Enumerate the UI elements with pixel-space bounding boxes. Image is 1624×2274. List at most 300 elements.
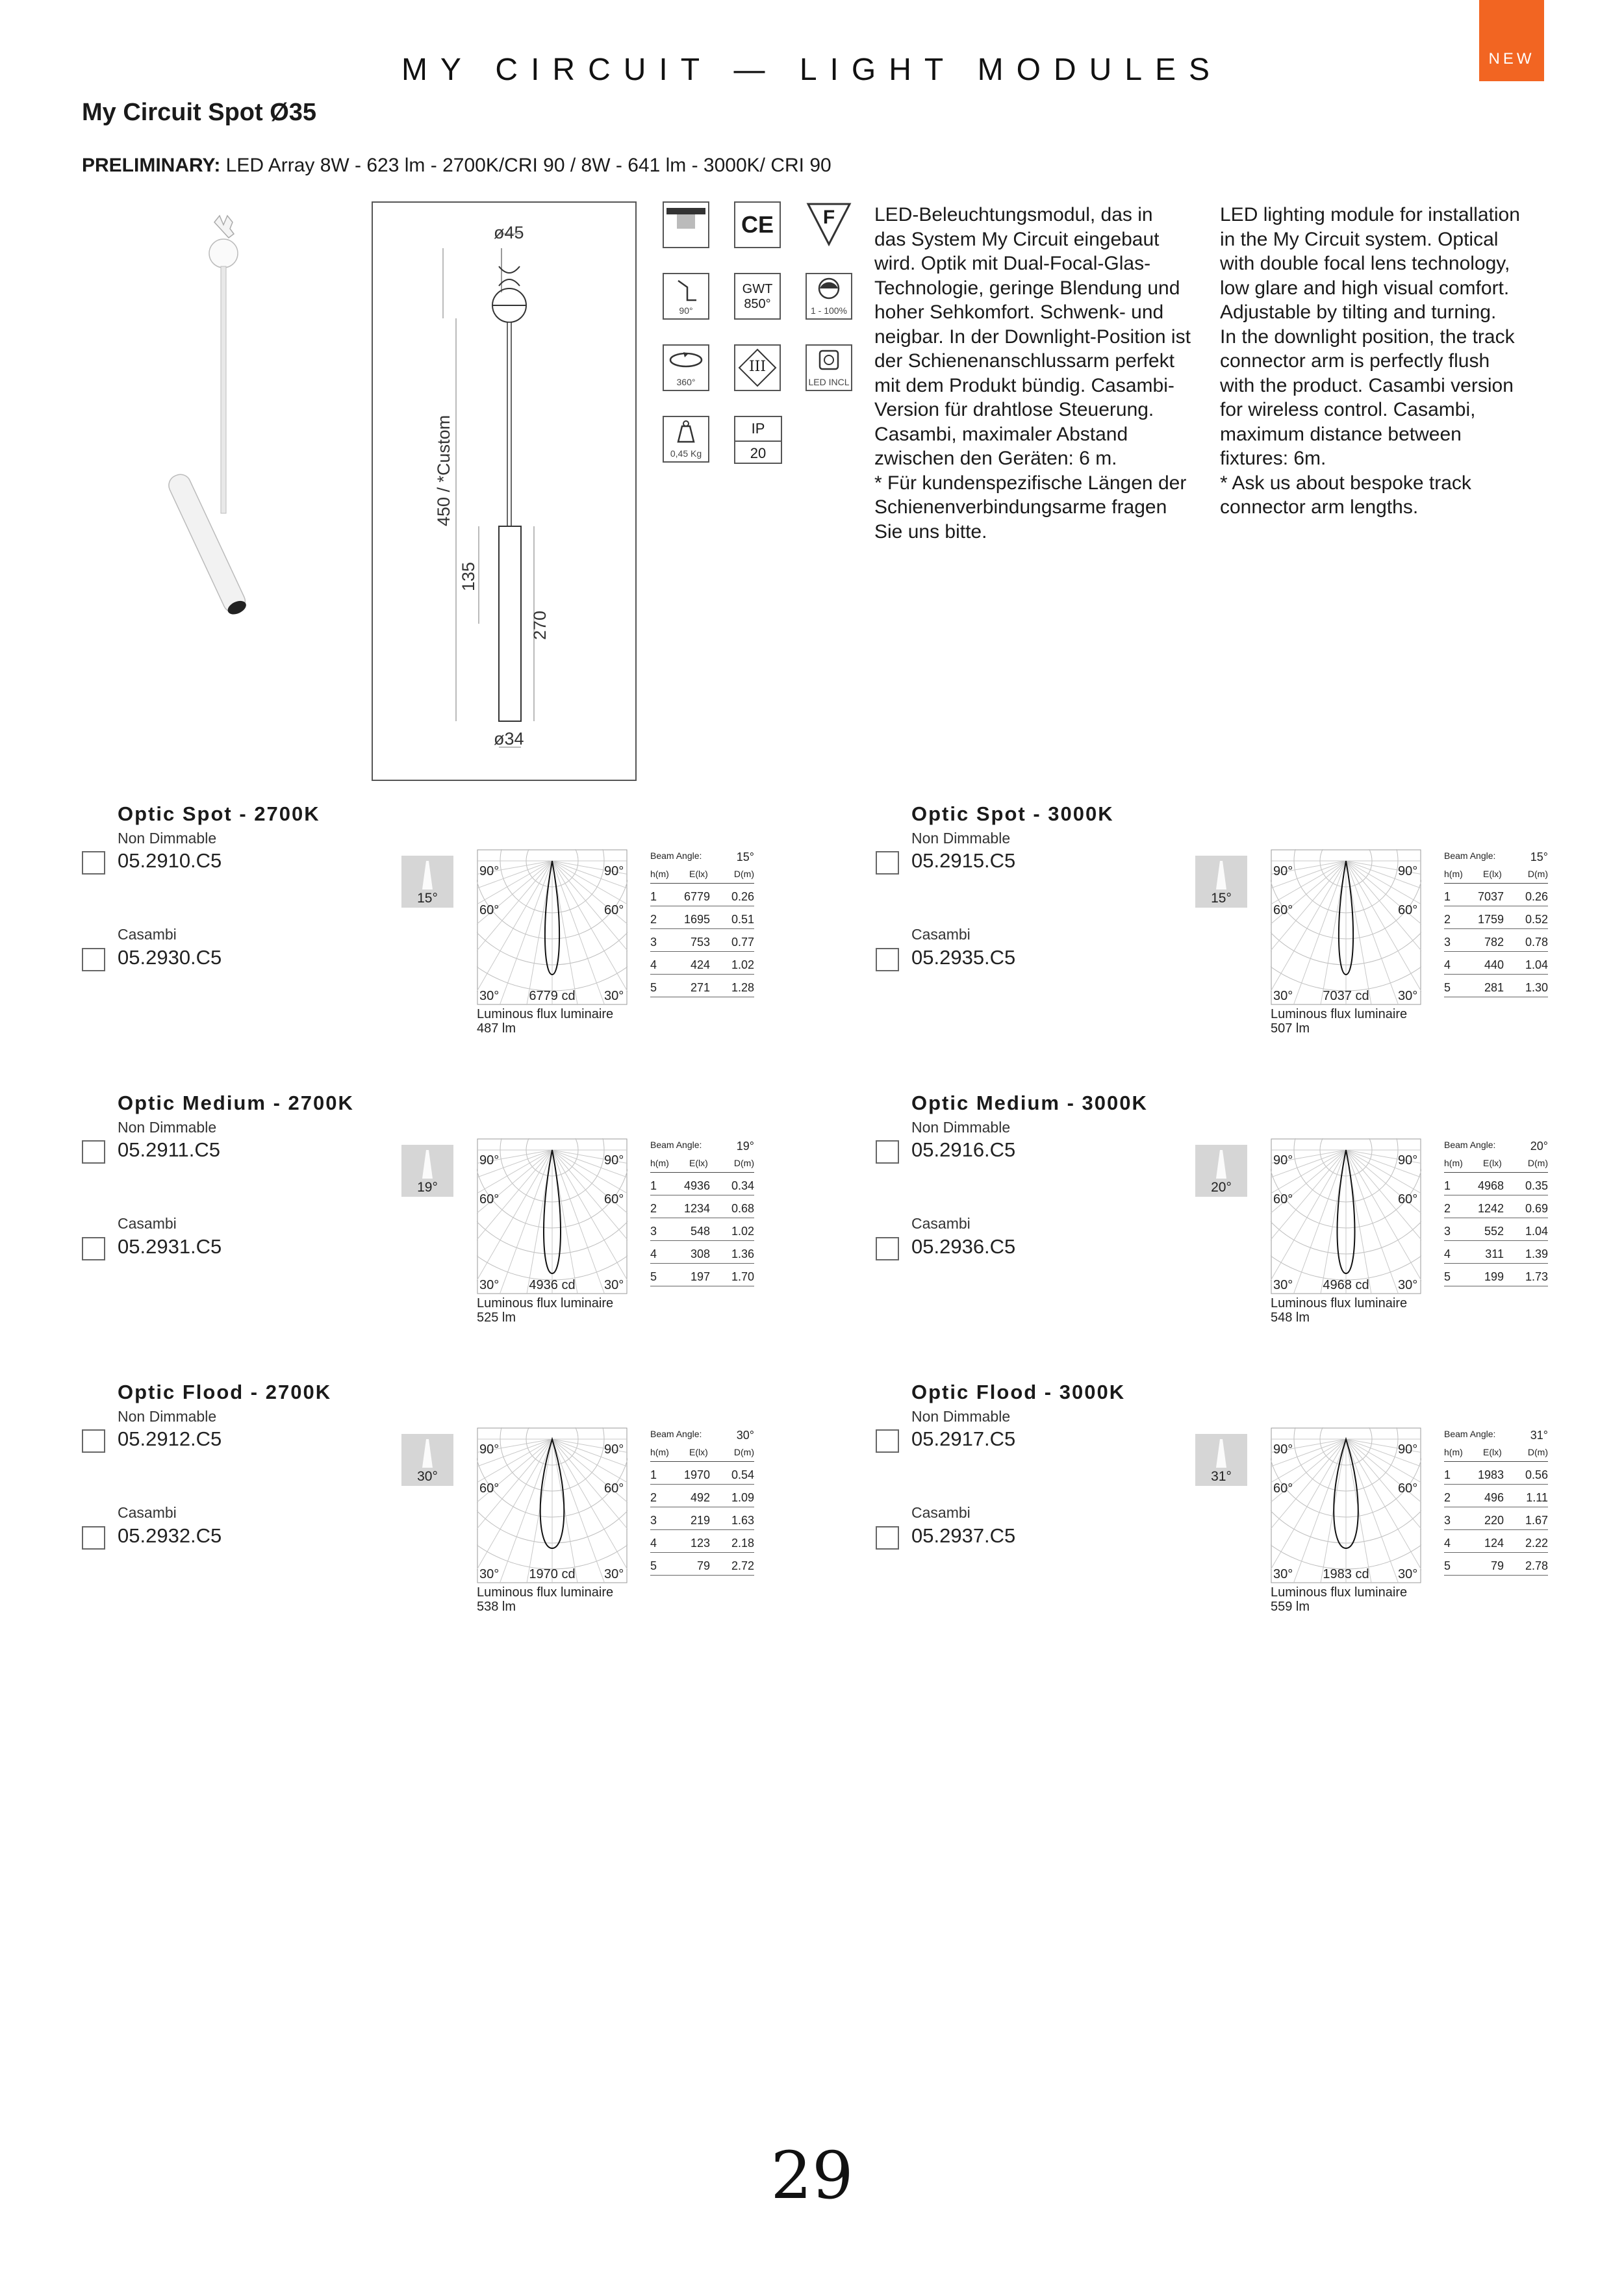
led-incl-icon: LED INCL [806, 344, 852, 391]
polar-30-right: 30° [604, 1278, 624, 1292]
col-height: h(m) [1444, 1447, 1463, 1457]
article-code-casambi: 05.2932.C5 [118, 1524, 222, 1547]
illuminance-table [1444, 1429, 1548, 1582]
candela-value: 6779 cd [529, 989, 576, 1003]
col-height: h(m) [650, 869, 669, 879]
flux-value: 538 lm [477, 1600, 516, 1614]
cell-diameter: 2.22 [1525, 1537, 1548, 1550]
flux-caption [477, 1296, 613, 1325]
cell-diameter: 0.77 [731, 936, 754, 949]
table-row [650, 1247, 754, 1270]
cell-height: 4 [650, 958, 657, 971]
candela-value: 7037 cd [1323, 989, 1369, 1003]
non-dimmable-label: Non Dimmable [911, 830, 1011, 847]
beam-angle-value: 30° [736, 1429, 754, 1442]
polar-30-right: 30° [1398, 989, 1418, 1003]
beam-angle-tile-label: 30° [417, 1469, 438, 1484]
cell-diameter: 1.30 [1525, 981, 1548, 994]
polar-60-right: 60° [604, 1192, 624, 1207]
page-title: MY CIRCUIT — LIGHT MODULES [401, 53, 1223, 87]
cell-diameter: 0.26 [1525, 890, 1548, 903]
cell-illuminance: 271 [690, 981, 710, 994]
cell-height: 5 [650, 1270, 657, 1283]
beam-angle-tile-label: 15° [417, 891, 438, 906]
table-row [650, 1468, 754, 1491]
cell-illuminance: 4936 [683, 1179, 710, 1192]
ip-value: 20 [750, 445, 767, 461]
col-illuminance: E(lx) [689, 1158, 708, 1168]
order-checkbox[interactable] [876, 851, 899, 875]
candela-value: 1983 cd [1323, 1567, 1369, 1581]
cell-diameter: 2.72 [731, 1559, 754, 1572]
table-row [650, 1514, 754, 1537]
description-german: LED-Beleuchtungsmodul, das in das System My Circuit eingebaut wird. Optik mit Dual-Focal-Glas- Technologie, geringe Blendung und hoher Sehkomfort. Schwenk- und neigbar. In der Downlight-Position ist der Schienenanschlussarm perfekt mit dem Produkt bündig. Casambi- Version für drahtlose Steuerung. Casambi, maximaler Abstand zwischen den Geräten: 6 m. * Für kundenspezifische Längen der Schienenverbindungsarme fragen Sie uns bitte. [874, 204, 1191, 543]
beam-angle-tile [401, 856, 453, 908]
order-checkbox[interactable] [876, 1140, 899, 1164]
cell-height: 3 [1444, 1225, 1451, 1238]
cell-diameter: 1.36 [731, 1247, 754, 1260]
flux-caption [1271, 1007, 1407, 1036]
polar-60-left: 60° [479, 903, 500, 917]
connector-head [209, 216, 238, 268]
polar-90-left: 90° [479, 1153, 500, 1168]
polar-60-right: 60° [604, 1481, 624, 1496]
article-code-casambi: 05.2937.C5 [911, 1524, 1016, 1547]
beam-angle-value: 20° [1530, 1140, 1548, 1153]
cell-height: 4 [650, 1537, 657, 1550]
polar-30-left: 30° [1273, 1567, 1293, 1581]
article-code-casambi: 05.2931.C5 [118, 1235, 222, 1258]
weight-icon: 0,45 Kg [663, 416, 709, 463]
cell-height: 1 [1444, 890, 1451, 903]
table-row [1444, 1468, 1548, 1491]
tilt-icon: 90° [663, 273, 709, 320]
col-diameter: D(m) [1527, 1447, 1548, 1457]
cell-illuminance: 1970 [683, 1468, 710, 1481]
polar-diagram [1271, 1427, 1421, 1583]
beam-angle-label: Beam Angle: [1444, 1429, 1496, 1439]
illuminance-table [650, 850, 754, 1004]
table-row [650, 1537, 754, 1559]
beam-cone-icon [401, 856, 453, 895]
casambi-label: Casambi [911, 926, 971, 943]
candela-value: 4936 cd [529, 1278, 576, 1292]
article-code-casambi: 05.2935.C5 [911, 946, 1016, 969]
table-row [1444, 981, 1548, 1004]
polar-diagram [1271, 849, 1421, 1005]
dim-270-label: 270 [530, 610, 550, 640]
preliminary-spec [82, 155, 831, 177]
cell-illuminance: 440 [1484, 958, 1504, 971]
cell-height: 5 [1444, 981, 1451, 994]
polar-90-left: 90° [1273, 1153, 1293, 1168]
order-checkbox[interactable] [82, 1429, 105, 1453]
col-height: h(m) [650, 1158, 669, 1168]
beam-angle-label: Beam Angle: [1444, 850, 1496, 861]
col-diameter: D(m) [1527, 869, 1548, 879]
col-height: h(m) [1444, 869, 1463, 879]
cell-height: 2 [1444, 1491, 1451, 1504]
polar-diagram [477, 1427, 628, 1583]
beam-angle-tile-label: 20° [1211, 1180, 1232, 1195]
flux-value: 507 lm [1271, 1021, 1310, 1036]
table-row [1444, 1247, 1548, 1270]
polar-90-left: 90° [479, 1442, 500, 1457]
candela-value: 1970 cd [529, 1567, 576, 1581]
cell-height: 5 [1444, 1559, 1451, 1572]
diameter-bottom-label: ø34 [494, 729, 524, 748]
table-row [650, 1270, 754, 1293]
cell-diameter: 0.26 [731, 890, 754, 903]
casambi-label: Casambi [118, 926, 177, 943]
polar-60-left: 60° [1273, 1481, 1293, 1496]
casambi-label: Casambi [911, 1215, 971, 1232]
order-checkbox-casambi[interactable] [876, 1526, 899, 1550]
cell-height: 4 [1444, 1247, 1451, 1260]
cell-diameter: 0.52 [1525, 913, 1548, 926]
optic-title: Optic Medium - 2700K [118, 1092, 354, 1114]
cell-illuminance: 124 [1484, 1537, 1504, 1550]
order-checkbox-casambi[interactable] [82, 1237, 105, 1260]
cell-diameter: 0.78 [1525, 936, 1548, 949]
polar-diagram [1271, 1138, 1421, 1294]
spot-body [166, 471, 249, 618]
order-checkbox-casambi[interactable] [876, 948, 899, 971]
polar-30-right: 30° [604, 989, 624, 1003]
optic-title: Optic Medium - 3000K [911, 1092, 1148, 1114]
polar-90-left: 90° [1273, 864, 1293, 878]
order-checkbox[interactable] [82, 851, 105, 875]
cell-height: 4 [650, 1247, 657, 1260]
casambi-label: Casambi [118, 1504, 177, 1521]
dim-135-label: 135 [459, 561, 478, 591]
cell-diameter: 2.78 [1525, 1559, 1548, 1572]
col-diameter: D(m) [733, 1447, 754, 1457]
beam-angle-value: 15° [1530, 850, 1548, 863]
cell-illuminance: 424 [690, 958, 710, 971]
optic-title: Optic Spot - 3000K [911, 802, 1114, 825]
polar-90-right: 90° [1398, 864, 1418, 878]
cell-height: 3 [650, 1225, 657, 1238]
beam-angle-tile [401, 1145, 453, 1197]
table-row [650, 981, 754, 1004]
cell-illuminance: 220 [1484, 1514, 1504, 1527]
table-row [1444, 1514, 1548, 1537]
col-illuminance: E(lx) [689, 869, 708, 879]
flux-caption [1271, 1296, 1407, 1325]
flux-label: Luminous flux luminaire [477, 1296, 614, 1310]
cell-diameter: 1.67 [1525, 1514, 1548, 1527]
col-diameter: D(m) [1527, 1158, 1548, 1168]
flux-label: Luminous flux luminaire [1271, 1585, 1408, 1600]
polar-90-right: 90° [604, 864, 624, 878]
dimmable-icon: 1 - 100% [806, 273, 852, 320]
article-code-casambi: 05.2930.C5 [118, 946, 222, 969]
beam-angle-tile [1195, 1145, 1247, 1197]
cell-illuminance: 492 [690, 1491, 710, 1504]
beam-angle-tile-label: 15° [1211, 891, 1232, 906]
table-row [650, 1179, 754, 1202]
new-badge-label: NEW [1488, 50, 1535, 68]
illuminance-table [1444, 1140, 1548, 1293]
beam-angle-label: Beam Angle: [650, 1140, 702, 1150]
col-illuminance: E(lx) [1483, 869, 1502, 879]
polar-60-left: 60° [1273, 903, 1293, 917]
cell-height: 2 [1444, 913, 1451, 926]
non-dimmable-label: Non Dimmable [911, 1119, 1011, 1136]
table-row [650, 913, 754, 936]
connector-arm [221, 266, 226, 513]
illuminance-table [650, 1140, 754, 1293]
col-illuminance: E(lx) [689, 1447, 708, 1457]
polar-90-left: 90° [479, 864, 500, 878]
article-code: 05.2915.C5 [911, 849, 1016, 872]
article-code: 05.2917.C5 [911, 1427, 1016, 1450]
cell-height: 5 [650, 1559, 657, 1572]
beam-angle-tile [1195, 1434, 1247, 1486]
candela-value: 4968 cd [1323, 1278, 1369, 1292]
polar-90-right: 90° [1398, 1442, 1418, 1457]
table-row [650, 958, 754, 981]
beam-angle-tile [1195, 856, 1247, 908]
length-label: 450 / *Custom [434, 415, 453, 526]
polar-30-right: 30° [1398, 1278, 1418, 1292]
cell-diameter: 1.28 [731, 981, 754, 994]
cell-illuminance: 1242 [1477, 1202, 1504, 1215]
cell-height: 4 [1444, 1537, 1451, 1550]
cell-illuminance: 197 [690, 1270, 710, 1283]
col-diameter: D(m) [733, 1158, 754, 1168]
col-height: h(m) [1444, 1158, 1463, 1168]
ip-rating-box [734, 416, 782, 464]
table-row [1444, 1225, 1548, 1247]
table-row [650, 1202, 754, 1225]
polar-diagram [477, 1138, 628, 1294]
diameter-top-label: ø45 [494, 223, 524, 242]
cell-diameter: 0.54 [731, 1468, 754, 1481]
table-row [650, 936, 754, 958]
cell-height: 5 [650, 981, 657, 994]
cell-diameter: 1.09 [731, 1491, 754, 1504]
table-row [1444, 1202, 1548, 1225]
table-row [1444, 913, 1548, 936]
table-row [1444, 1179, 1548, 1202]
polar-60-left: 60° [1273, 1192, 1293, 1207]
col-diameter: D(m) [733, 869, 754, 879]
order-checkbox-casambi[interactable] [82, 1526, 105, 1550]
article-code-casambi: 05.2936.C5 [911, 1235, 1016, 1258]
beam-angle-tile-label: 19° [417, 1180, 438, 1195]
polar-30-left: 30° [479, 1567, 500, 1581]
cell-diameter: 1.04 [1525, 958, 1548, 971]
cell-illuminance: 311 [1485, 1247, 1504, 1260]
polar-30-left: 30° [479, 1278, 500, 1292]
table-row [1444, 1270, 1548, 1293]
product-illustration [149, 208, 292, 624]
cell-illuminance: 1695 [683, 913, 710, 926]
cell-diameter: 1.63 [731, 1514, 754, 1527]
cell-height: 3 [650, 1514, 657, 1527]
cell-illuminance: 199 [1484, 1270, 1504, 1283]
polar-30-left: 30° [479, 989, 500, 1003]
f-mark-icon: F [806, 201, 852, 248]
beam-cone-icon [401, 1434, 453, 1473]
polar-90-right: 90° [604, 1153, 624, 1168]
order-checkbox[interactable] [82, 1140, 105, 1164]
cell-illuminance: 123 [690, 1537, 710, 1550]
casambi-label: Casambi [118, 1215, 177, 1232]
cell-diameter: 1.70 [731, 1270, 754, 1283]
polar-30-left: 30° [1273, 989, 1293, 1003]
polar-60-right: 60° [604, 903, 624, 917]
flux-label: Luminous flux luminaire [1271, 1296, 1408, 1310]
cell-diameter: 1.39 [1525, 1247, 1548, 1260]
cell-height: 2 [650, 1202, 657, 1215]
flux-caption [1271, 1585, 1407, 1614]
cell-diameter: 1.04 [1525, 1225, 1548, 1238]
cell-height: 2 [650, 1491, 657, 1504]
polar-30-left: 30° [1273, 1278, 1293, 1292]
col-illuminance: E(lx) [1483, 1158, 1502, 1168]
table-row [650, 1225, 754, 1247]
beam-cone-icon [1195, 856, 1247, 895]
polar-30-right: 30° [1398, 1567, 1418, 1581]
non-dimmable-label: Non Dimmable [118, 830, 217, 847]
cell-illuminance: 6779 [683, 890, 710, 903]
product-title: My Circuit Spot Ø35 [82, 99, 317, 126]
cell-illuminance: 1759 [1477, 913, 1504, 926]
cell-height: 1 [1444, 1179, 1451, 1192]
polar-90-left: 90° [1273, 1442, 1293, 1457]
beam-angle-value: 19° [736, 1140, 754, 1153]
flux-label: Luminous flux luminaire [1271, 1007, 1408, 1021]
flux-caption [477, 1007, 613, 1036]
cell-diameter: 0.69 [1525, 1202, 1548, 1215]
cell-illuminance: 219 [690, 1514, 710, 1527]
beam-angle-tile-label: 31° [1211, 1469, 1232, 1484]
optic-title: Optic Flood - 3000K [911, 1381, 1126, 1403]
table-row [1444, 1559, 1548, 1582]
page-number: 29 [770, 2138, 854, 2214]
optic-title: Optic Spot - 2700K [118, 802, 320, 825]
polar-90-right: 90° [1398, 1153, 1418, 1168]
beam-angle-tile [401, 1434, 453, 1486]
article-code: 05.2912.C5 [118, 1427, 222, 1450]
table-row [1444, 890, 1548, 913]
cell-height: 2 [650, 913, 657, 926]
table-row [1444, 958, 1548, 981]
cell-diameter: 0.34 [731, 1179, 754, 1192]
cell-illuminance: 548 [690, 1225, 710, 1238]
beam-cone-icon [1195, 1145, 1247, 1184]
track-icon [663, 201, 709, 248]
cell-diameter: 0.35 [1525, 1179, 1548, 1192]
polar-30-right: 30° [604, 1567, 624, 1581]
polar-60-right: 60° [1398, 1481, 1418, 1496]
order-checkbox[interactable] [876, 1429, 899, 1453]
ip-label: IP [735, 417, 781, 442]
col-height: h(m) [650, 1447, 669, 1457]
cell-diameter: 0.56 [1525, 1468, 1548, 1481]
cell-illuminance: 4968 [1477, 1179, 1504, 1192]
cell-diameter: 1.02 [731, 958, 754, 971]
article-code: 05.2916.C5 [911, 1138, 1016, 1161]
polar-60-right: 60° [1398, 903, 1418, 917]
article-code: 05.2911.C5 [118, 1138, 220, 1161]
cell-height: 5 [1444, 1270, 1451, 1283]
non-dimmable-label: Non Dimmable [911, 1408, 1011, 1425]
cell-illuminance: 753 [690, 936, 710, 949]
cell-illuminance: 1983 [1477, 1468, 1504, 1481]
cell-diameter: 0.51 [731, 913, 754, 926]
cell-illuminance: 496 [1484, 1491, 1504, 1504]
polar-60-right: 60° [1398, 1192, 1418, 1207]
cell-height: 1 [650, 1468, 657, 1481]
non-dimmable-label: Non Dimmable [118, 1119, 217, 1136]
casambi-label: Casambi [911, 1504, 971, 1521]
class3-icon: III [734, 344, 781, 391]
cell-height: 3 [1444, 936, 1451, 949]
polar-90-right: 90° [604, 1442, 624, 1457]
beam-cone-icon [1195, 1434, 1247, 1473]
cell-illuminance: 782 [1484, 936, 1504, 949]
cell-diameter: 1.11 [1526, 1491, 1548, 1504]
flux-value: 548 lm [1271, 1310, 1310, 1325]
cell-illuminance: 79 [696, 1559, 710, 1572]
order-checkbox-casambi[interactable] [876, 1237, 899, 1260]
cell-height: 1 [1444, 1468, 1451, 1481]
table-row [650, 890, 754, 913]
cell-illuminance: 7037 [1477, 890, 1504, 903]
flux-value: 559 lm [1271, 1600, 1310, 1614]
beam-cone-icon [401, 1145, 453, 1184]
flux-value: 525 lm [477, 1310, 516, 1325]
polar-diagram [477, 849, 628, 1005]
cell-height: 3 [1444, 1514, 1451, 1527]
cell-height: 1 [650, 890, 657, 903]
table-row [650, 1559, 754, 1582]
flux-label: Luminous flux luminaire [477, 1007, 614, 1021]
table-row [1444, 936, 1548, 958]
table-row [1444, 1537, 1548, 1559]
non-dimmable-label: Non Dimmable [118, 1408, 217, 1425]
gwt-icon: GWT 850° [734, 273, 781, 320]
cell-illuminance: 308 [690, 1247, 710, 1260]
table-row [1444, 1491, 1548, 1514]
beam-angle-label: Beam Angle: [650, 850, 702, 861]
cell-height: 1 [650, 1179, 657, 1192]
preliminary-text: LED Array 8W - 623 lm - 2700K/CRI 90 / 8W - 641 lm - 3000K/ CRI 90 [220, 155, 831, 176]
beam-angle-label: Beam Angle: [650, 1429, 702, 1439]
order-checkbox-casambi[interactable] [82, 948, 105, 971]
illuminance-table [650, 1429, 754, 1582]
cell-diameter: 1.02 [731, 1225, 754, 1238]
illuminance-table [1444, 850, 1548, 1004]
beam-angle-value: 31° [1530, 1429, 1548, 1442]
beam-angle-label: Beam Angle: [1444, 1140, 1496, 1150]
cell-diameter: 2.18 [731, 1537, 754, 1550]
cell-diameter: 0.68 [731, 1202, 754, 1215]
polar-60-left: 60° [479, 1192, 500, 1207]
drawing-lines [372, 201, 634, 778]
rotate-icon: 360° [663, 344, 709, 391]
cell-height: 3 [650, 936, 657, 949]
optic-title: Optic Flood - 2700K [118, 1381, 332, 1403]
cell-illuminance: 1234 [683, 1202, 710, 1215]
col-illuminance: E(lx) [1483, 1447, 1502, 1457]
flux-caption [477, 1585, 613, 1614]
preliminary-label: PRELIMINARY: [82, 155, 221, 176]
